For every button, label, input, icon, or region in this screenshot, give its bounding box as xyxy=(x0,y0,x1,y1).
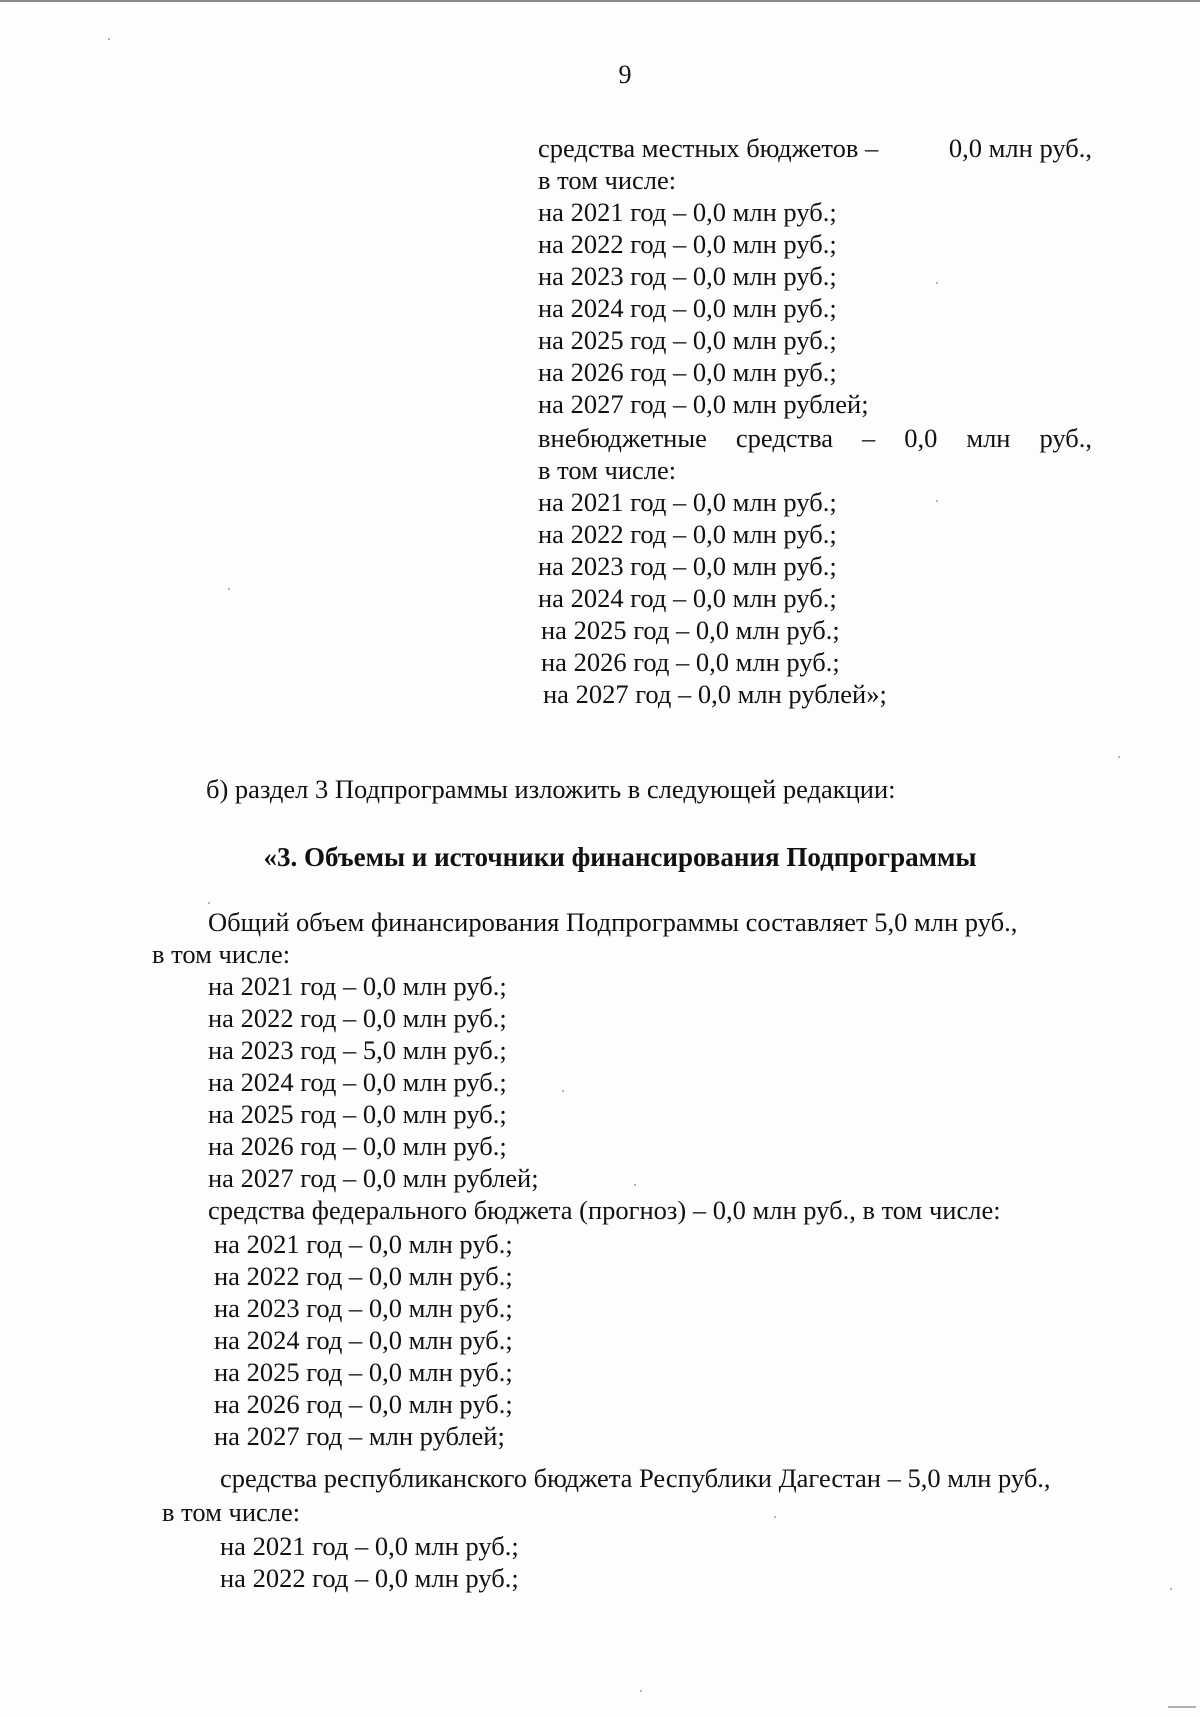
local-budgets-year: на 2027 год – 0,0 млн рублей; xyxy=(538,389,869,419)
total-year: на 2026 год – 0,0 млн руб.; xyxy=(208,1131,507,1161)
extrabudgetary-year: на 2022 год – 0,0 млн руб.; xyxy=(538,519,837,549)
extrabudgetary-word: 0,0 xyxy=(904,423,938,453)
local-budgets-year: на 2026 год – 0,0 млн руб.; xyxy=(538,357,837,387)
total-year: на 2024 год – 0,0 млн руб.; xyxy=(208,1067,507,1097)
extrabudgetary-word: руб., xyxy=(1039,423,1092,453)
extrabudgetary-word: – xyxy=(862,423,876,453)
local-budgets-year: на 2022 год – 0,0 млн руб.; xyxy=(538,229,837,259)
section-b-instruction: б) раздел 3 Подпрограммы изложить в следующей редакции: xyxy=(206,774,896,804)
total-year: на 2027 год – 0,0 млн рублей; xyxy=(208,1163,539,1193)
scan-speck xyxy=(640,1690,642,1692)
federal-year: на 2026 год – 0,0 млн руб.; xyxy=(214,1389,513,1419)
scan-speck xyxy=(774,1516,776,1518)
total-year: на 2022 год – 0,0 млн руб.; xyxy=(208,1003,507,1033)
federal-year: на 2023 год – 0,0 млн руб.; xyxy=(214,1293,513,1323)
total-financing-line: Общий объем финансирования Подпрограммы составляет 5,0 млн руб., xyxy=(208,907,1018,937)
extrabudgetary-year: на 2025 год – 0,0 млн руб.; xyxy=(541,615,840,645)
local-budgets-header-right: 0,0 млн руб., xyxy=(948,133,1092,163)
extrabudgetary-year: на 2021 год – 0,0 млн руб.; xyxy=(538,487,837,517)
local-budgets-year: на 2021 год – 0,0 млн руб.; xyxy=(538,197,837,227)
scan-speck xyxy=(936,282,938,284)
extrabudgetary-year: на 2024 год – 0,0 млн руб.; xyxy=(538,583,837,613)
republic-in-that: в том числе: xyxy=(162,1497,301,1527)
federal-year: на 2022 год – 0,0 млн руб.; xyxy=(214,1261,513,1291)
extrabudgetary-year: на 2027 год – 0,0 млн рублей»; xyxy=(543,679,887,709)
scan-speck xyxy=(1118,756,1120,758)
local-budgets-year: на 2024 год – 0,0 млн руб.; xyxy=(538,293,837,323)
scan-speck xyxy=(562,1090,564,1092)
section-heading: «3. Объемы и источники финансирования Подпрограммы xyxy=(263,842,977,872)
extrabudgetary-in-that: в том числе: xyxy=(538,455,677,485)
federal-budget-line: средства федерального бюджета (прогноз) – 0,0 млн руб., в том числе: xyxy=(208,1195,1001,1225)
local-budgets-header-left: средства местных бюджетов – xyxy=(538,133,879,163)
scan-speck xyxy=(228,588,230,590)
scan-speck xyxy=(1170,1588,1172,1590)
extrabudgetary-year: на 2023 год – 0,0 млн руб.; xyxy=(538,551,837,581)
page-number: 9 xyxy=(618,60,632,89)
extrabudgetary-word: млн xyxy=(966,423,1011,453)
scan-speck xyxy=(936,500,938,502)
local-budgets-year: на 2023 год – 0,0 млн руб.; xyxy=(538,261,837,291)
federal-year: на 2025 год – 0,0 млн руб.; xyxy=(214,1357,513,1387)
total-year: на 2025 год – 0,0 млн руб.; xyxy=(208,1099,507,1129)
federal-year: на 2024 год – 0,0 млн руб.; xyxy=(214,1325,513,1355)
total-in-that: в том числе: xyxy=(152,939,291,969)
extrabudgetary-header xyxy=(538,422,1092,454)
total-year: на 2021 год – 0,0 млн руб.; xyxy=(208,971,507,1001)
scan-bottom-mark xyxy=(1168,1706,1196,1708)
scan-top-edge xyxy=(0,0,1200,2)
extrabudgetary-word: внебюджетные xyxy=(538,423,707,453)
extrabudgetary-year: на 2026 год – 0,0 млн руб.; xyxy=(541,647,840,677)
local-budgets-year: на 2025 год – 0,0 млн руб.; xyxy=(538,325,837,355)
local-budgets-header xyxy=(538,132,1092,164)
republic-year: на 2022 год – 0,0 млн руб.; xyxy=(220,1563,519,1593)
federal-year: на 2021 год – 0,0 млн руб.; xyxy=(214,1229,513,1259)
republic-year: на 2021 год – 0,0 млн руб.; xyxy=(220,1531,519,1561)
total-year: на 2023 год – 5,0 млн руб.; xyxy=(208,1035,507,1065)
republic-budget-line: средства республиканского бюджета Республики Дагестан – 5,0 млн руб., xyxy=(220,1463,1051,1493)
scan-speck xyxy=(634,1184,636,1186)
scan-speck xyxy=(108,38,110,40)
local-budgets-in-that: в том числе: xyxy=(538,165,677,195)
scan-speck xyxy=(208,902,210,904)
extrabudgetary-word: средства xyxy=(735,423,834,453)
federal-year: на 2027 год – млн рублей; xyxy=(214,1421,505,1451)
